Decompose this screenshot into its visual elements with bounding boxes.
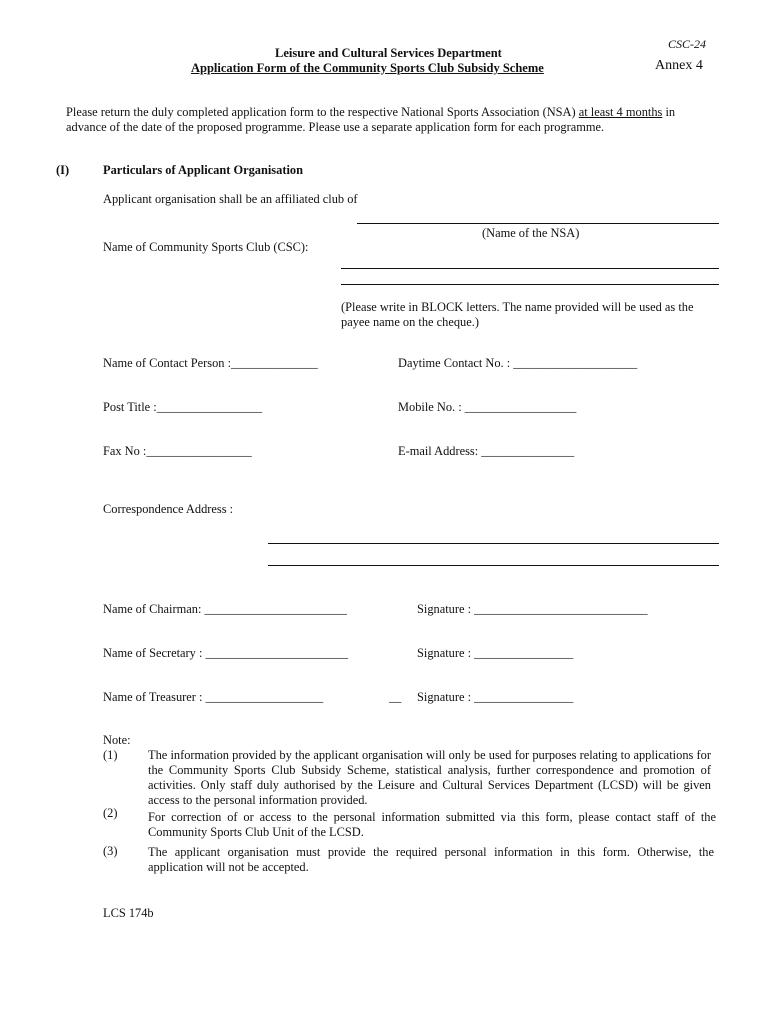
department-title: Leisure and Cultural Services Department <box>275 46 502 60</box>
intro-text-after: in advance of the date of the proposed programme. Please use a separate application form for each programme. <box>66 105 676 134</box>
note-heading: Note: <box>103 733 131 747</box>
form-code-csc: CSC-24 <box>668 37 707 51</box>
section-title: Particulars of Applicant Organisation <box>103 163 303 177</box>
intro-emphasis: at least 4 months <box>578 105 663 119</box>
address-line-2[interactable] <box>268 565 719 566</box>
treasurer-field[interactable]: Name of Treasurer : ___________________ <box>103 690 324 704</box>
nsa-name-line[interactable] <box>357 223 719 224</box>
secretary-signature-field[interactable]: Signature : ________________ <box>417 646 574 660</box>
treasurer-signature-field[interactable]: Signature : ________________ <box>417 690 574 704</box>
note-number: (2) <box>103 806 118 820</box>
contact-person-field[interactable]: Name of Contact Person :______________ <box>103 356 318 370</box>
intro-paragraph <box>66 105 716 135</box>
form-title: Application Form of the Community Sports Club Subsidy Scheme <box>191 61 544 75</box>
treasurer-dash: __ <box>389 690 402 704</box>
fax-field[interactable]: Fax No :_________________ <box>103 444 252 458</box>
note-text: For correction of or access to the personal information submitted via this form, please contact staff of the Community Sports Club Unit of the LCSD. <box>148 810 716 839</box>
nsa-caption: (Name of the NSA) <box>482 226 580 240</box>
csc-name-label: Name of Community Sports Club (CSC): <box>103 240 309 254</box>
footer-form-code: LCS 174b <box>103 906 154 920</box>
affiliated-label: Applicant organisation shall be an affiliated club of <box>103 192 358 206</box>
address-line-1[interactable] <box>268 543 719 544</box>
correspondence-address-label: Correspondence Address : <box>103 502 234 516</box>
csc-name-line-2[interactable] <box>341 284 719 285</box>
chairman-signature-field[interactable]: Signature : ____________________________ <box>417 602 648 616</box>
intro-text-before: Please return the duly completed application form to the respective National Sports Association (NSA) <box>66 105 579 119</box>
section-number: (I) <box>56 163 70 177</box>
annex-label: Annex 4 <box>655 58 703 73</box>
note-number: (3) <box>103 844 118 858</box>
daytime-contact-field[interactable]: Daytime Contact No. : ____________________ <box>398 356 638 370</box>
csc-name-line-1[interactable] <box>341 268 719 269</box>
chairman-field[interactable]: Name of Chairman: _______________________ <box>103 602 347 616</box>
mobile-field[interactable]: Mobile No. : __________________ <box>398 400 577 414</box>
email-field[interactable]: E-mail Address: _______________ <box>398 444 575 458</box>
post-title-field[interactable]: Post Title :_________________ <box>103 400 263 414</box>
note-text: The applicant organisation must provide the required personal information in this form. Otherwise, the application will not be accepted. <box>148 845 714 874</box>
note-text: The information provided by the applicant organisation will only be used for purposes relating to applications for the Community Sports Club Subsidy Scheme, statistical analysis, further correspondence and promotion of activities. Only staff duly authorised by the Leisure and Cultural Services Department (LCSD) will be given access to the personal information provided. <box>148 748 711 807</box>
note-number: (1) <box>103 748 118 762</box>
secretary-field[interactable]: Name of Secretary : _______________________ <box>103 646 349 660</box>
block-letters-note: (Please write in BLOCK letters. The name provided will be used as the payee name on the cheque.) <box>341 300 694 329</box>
